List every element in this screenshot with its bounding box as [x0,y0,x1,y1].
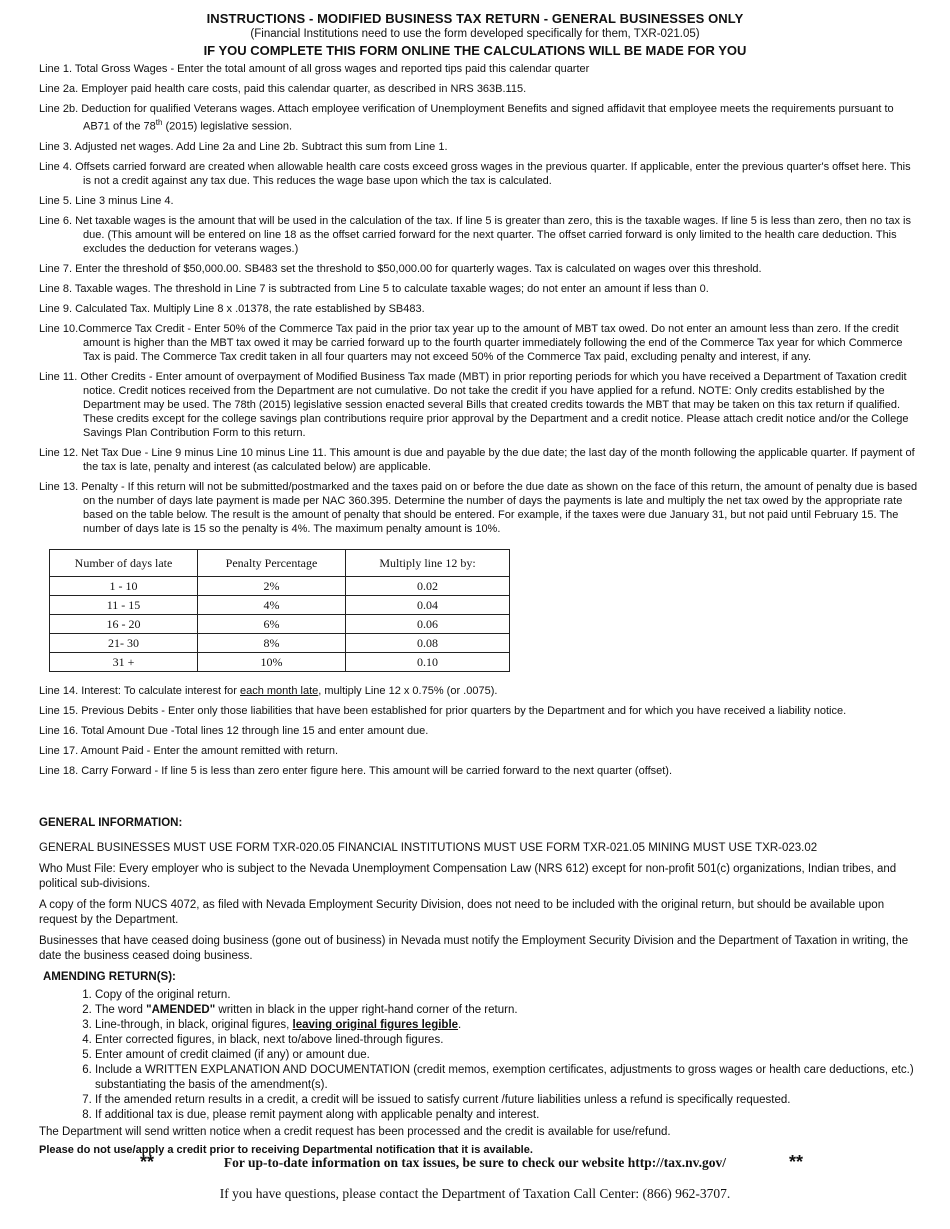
line-1: Line 1. Total Gross Wages - Enter the total amount of all gross wages and reported tips paid this calendar quarter [39,63,590,75]
line-9: Line 9. Calculated Tax. Multiply Line 8 x .01378, the rate established by SB483. [39,302,425,315]
line-instructions [39,62,919,542]
list-item: 8. If additional tax is due, please remit payment along with applicable penalty and interest. [95,1108,919,1123]
cell-percentage: 10% [198,653,346,672]
table-row [50,615,510,634]
credit-notice: The Department will send written notice when a credit request has been processed and the credit is available for use/refund. [39,1126,671,1138]
ceased-business-note: Businesses that have ceased doing business (gone out of business) in Nevada must notify the Employment Security Division and the Department of Taxation in writing, the date the business ceased doing business. [39,935,909,962]
stars-left: ** [140,1152,155,1172]
list-item: 5. Enter amount of credit claimed (if any) or amount due. [95,1048,919,1063]
who-must-file: Who Must File: Every employer who is subject to the Nevada Unemployment Compensation Law (NRS 612) except for non-profit 501(c) organizations, Indian tribes, and political sub-divisions. [39,863,897,890]
line-11: Line 11. Other Credits - Enter amount of overpayment of Modified Business Tax made (MBT) in prior reporting periods for which you have received a Department of Taxation credit notice. Credit notices received from the Department are not cumulative. Do not take the credit if you have applied for a refund. NOTE: Only credits established by the Department may be used. The 78th (2015) legislative session enacted several Bills that created credits towards the MBT that may be taken on this tax return if qualified. These credits except for the college savings plan contributions require prior approval by the Department and a credit notice. Please attach credit notice and/or the College Savings Plan Contribution Form to this return. [39,370,909,439]
credit-warning: Please do not use/apply a credit prior to receiving Departmental notification that it is available. [39,1144,533,1156]
line-instructions-continued [39,684,919,784]
stars-right: ** [789,1152,804,1172]
list-item: 4. Enter corrected figures, in black, next to/above lined-through figures. [95,1033,919,1048]
amending-title: AMENDING RETURN(S): [43,971,176,983]
cell-days: 21- 30 [50,634,198,653]
line-12: Line 12. Net Tax Due - Line 9 minus Line 10 minus Line 11. This amount is due and payable by the due date; the last day of the month following the applicable quarter. If payment of the tax is late, penalty and interest (as calculated below) are applicable. [39,446,915,473]
cell-days: 16 - 20 [50,615,198,634]
line-6: Line 6. Net taxable wages is the amount that will be used in the calculation of the tax. If line 5 is greater than zero, this is the taxable wages. If line 5 is less than zero, then no tax is due. (This amount will be entered on line 18 as the offset carried forward for the next quarter. The offset carried forward is only limited to the health care deduction. This excludes the deduction for veterans wages.) [39,214,911,255]
line-17: Line 17. Amount Paid - Enter the amount remitted with return. [39,745,339,757]
cell-percentage: 2% [198,577,346,596]
cell-multiplier: 0.08 [346,634,510,653]
cell-days: 31 + [50,653,198,672]
amending-list [39,988,919,1123]
line-5: Line 5. Line 3 minus Line 4. [39,194,174,207]
line-18: Line 18. Carry Forward - If line 5 is less than zero enter figure here. This amount will be carried forward to the next quarter (offset). [39,765,673,777]
line-14: Line 14. Interest: To calculate interest for each month late, multiply Line 12 x 0.75% (or .0075). [39,685,498,697]
nucs-note: A copy of the form NUCS 4072, as filed with Nevada Employment Security Division, does not need to be included with the original return, but should be available upon request by the Department. [39,899,885,926]
line-13: Line 13. Penalty - If this return will not be submitted/postmarked and the taxes paid on or before the due date as shown on the face of this return, the amount of penalty due is based on the number of days late payment is made per NAC 360.395. Determine the number of days the payments is late and multiply the net tax owed by the appropriate rate based on the table below. The result is the amount of penalty that should be entered. For example, if the taxes were due January 31, but not paid until February 15. The number of days late is 15 so the penalty is 4%. The maximum penalty amount is 10%. [39,480,918,535]
line-3: Line 3. Adjusted net wages. Add Line 2a and Line 2b. Subtract this sum from Line 1. [39,140,448,153]
cell-multiplier: 0.04 [346,596,510,615]
line-7: Line 7. Enter the threshold of $50,000.00. SB483 set the threshold to $50,000.00 for quarterly wages. Tax is calculated on wages over this threshold. [39,262,762,275]
general-title: GENERAL INFORMATION: [39,817,183,829]
cell-multiplier: 0.02 [346,577,510,596]
line-10: Line 10.Commerce Tax Credit - Enter 50% of the Commerce Tax paid in the prior tax year up to the amount of MBT tax owed. Do not enter an amount less than zero. If the credit amount is higher than the MBT tax owed it may be carried forward up to the fourth quarter immediately following the end of the Commerce Tax year for which Commerce Tax is paid. The Commerce Tax credit taken in all four quarters may not exceed 50% of the Commerce Tax paid, excluding penalty and interest, if any. [39,322,903,363]
cell-percentage: 8% [198,634,346,653]
penalty-table [49,549,510,672]
table-row [50,596,510,615]
website-note: For up-to-date information on tax issues, be sure to check our website http://tax.nv.gov/ [223,1155,727,1170]
col-multiplier: Multiply line 12 by: [346,550,510,577]
cell-days: 11 - 15 [50,596,198,615]
page-title: INSTRUCTIONS - MODIFIED BUSINESS TAX RETURN - GENERAL BUSINESSES ONLY [206,11,744,26]
page-subtitle: (Financial Institutions need to use the form developed specifically for them, TXR-021.05) [250,28,700,40]
cell-days: 1 - 10 [50,577,198,596]
line-16: Line 16. Total Amount Due -Total lines 12 through line 15 and enter amount due. [39,725,429,737]
list-item: 7. If the amended return results in a credit, a credit will be issued to satisfy current /future liabilities unless a refund is specifically requested. [95,1093,919,1108]
list-item: 6. Include a WRITTEN EXPLANATION AND DOCUMENTATION (credit memos, exemption certificates, adjustments to gross wages or health care deductions, etc.) substantiating the basis of the amendment(s). [95,1063,919,1093]
table-row [50,634,510,653]
online-note: IF YOU COMPLETE THIS FORM ONLINE THE CALCULATIONS WILL BE MADE FOR YOU [203,43,747,58]
table-row [50,577,510,596]
line-4: Line 4. Offsets carried forward are created when allowable health care costs exceed gross wages in the previous quarter. If applicable, enter the previous quarter's offset here. This is not a credit against any tax due. This reduces the wage base upon which the tax is calculated. [39,160,911,187]
line-2a: Line 2a. Employer paid health care costs, paid this calendar quarter, as described in NRS 363B.115. [39,83,527,95]
table-row [50,653,510,672]
line-8: Line 8. Taxable wages. The threshold in Line 7 is subtracted from Line 5 to calculate taxable wages; do not enter an amount if less than 0. [39,282,709,295]
call-center-note: If you have questions, please contact the Department of Taxation Call Center: (866) 962-3707. [219,1186,731,1201]
penalty-table-header [50,550,510,577]
col-penalty-percentage: Penalty Percentage [198,550,346,577]
list-item: 1. Copy of the original return. [95,988,919,1003]
forms-note: GENERAL BUSINESSES MUST USE FORM TXR-020.05 FINANCIAL INSTITUTIONS MUST USE FORM TXR-021.05 MINING MUST USE TXR-023.02 [39,842,818,854]
cell-percentage: 6% [198,615,346,634]
list-item: 3. Line-through, in black, original figures, leaving original figures legible. [95,1018,919,1033]
line-2b: Line 2b. Deduction for qualified Veterans wages. Attach employee verification of Unemployment Benefits and signed affidavit that employee meets the requirements pursuant to AB71 of the 78th (2015) legislative session. [39,103,894,133]
line-15: Line 15. Previous Debits - Enter only those liabilities that have been established for prior quarters by the Department and for which you have received a liability notice. [39,705,847,717]
cell-multiplier: 0.10 [346,653,510,672]
list-item: 2. The word "AMENDED" written in black in the upper right-hand corner of the return. [95,1003,919,1018]
col-days-late: Number of days late [50,550,198,577]
cell-percentage: 4% [198,596,346,615]
cell-multiplier: 0.06 [346,615,510,634]
general-information [39,816,919,1164]
